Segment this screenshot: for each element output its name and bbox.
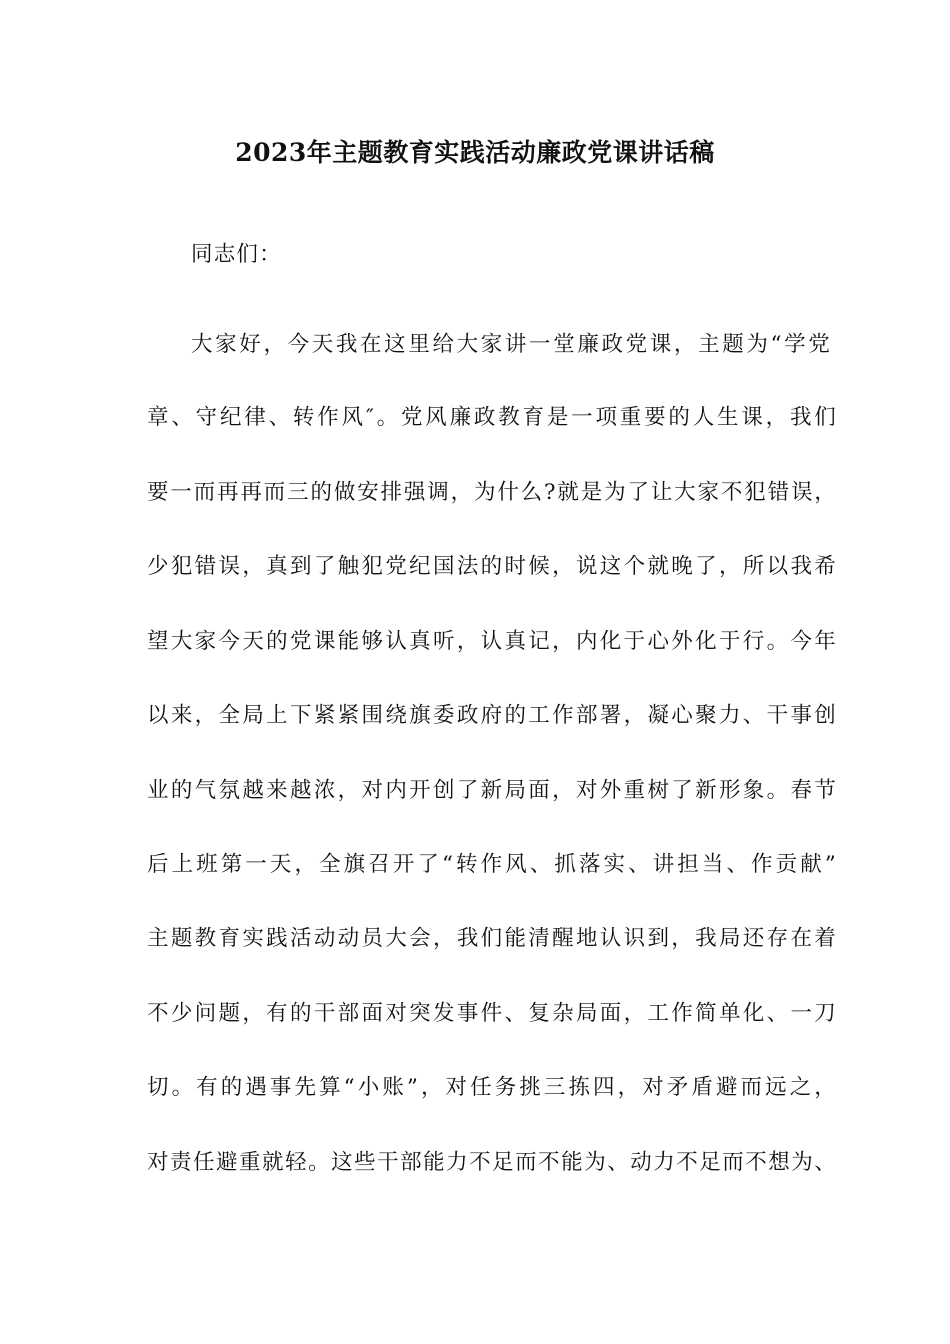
body-line-11: 切。有的遇事先算“小账”，对任务挑三拣四，对矛盾避而远之，	[147, 1075, 837, 1100]
document-title: 2023年主题教育实践活动廉政党课讲话稿	[235, 138, 715, 167]
body-line-1: 大家好，今天我在这里给大家讲一堂廉政党课，主题为“学党	[191, 332, 831, 357]
body-line-6: 以来，全局上下紧紧围绕旗委政府的工作部署，凝心聚力、干事创	[147, 703, 837, 728]
body-line-2: 章、守纪律、转作风″。党风廉政教育是一项重要的人生课，我们	[147, 405, 837, 430]
greeting-line: 同志们：	[191, 242, 282, 267]
body-line-8: 后上班第一天，全旗召开了“转作风、抓落实、讲担当、作贡献”	[147, 852, 837, 877]
body-line-9: 主题教育实践活动动员大会，我们能清醒地认识到，我局还存在着	[147, 926, 837, 951]
body-line-12: 对责任避重就轻。这些干部能力不足而不能为、动力不足而不想为、	[147, 1150, 837, 1175]
body-line-3: 要一而再再而三的做安排强调，为什么?就是为了让大家不犯错误，	[147, 480, 837, 505]
body-line-10: 不少问题，有的干部面对突发事件、复杂局面，工作简单化、一刀	[147, 1001, 837, 1026]
body-line-7: 业的气氛越来越浓，对内开创了新局面，对外重树了新形象。春节	[147, 778, 837, 803]
body-line-5: 望大家今天的党课能够认真听，认真记，内化于心外化于行。今年	[147, 629, 837, 654]
body-line-4: 少犯错误，真到了触犯党纪国法的时候，说这个就晚了，所以我希	[147, 554, 837, 579]
